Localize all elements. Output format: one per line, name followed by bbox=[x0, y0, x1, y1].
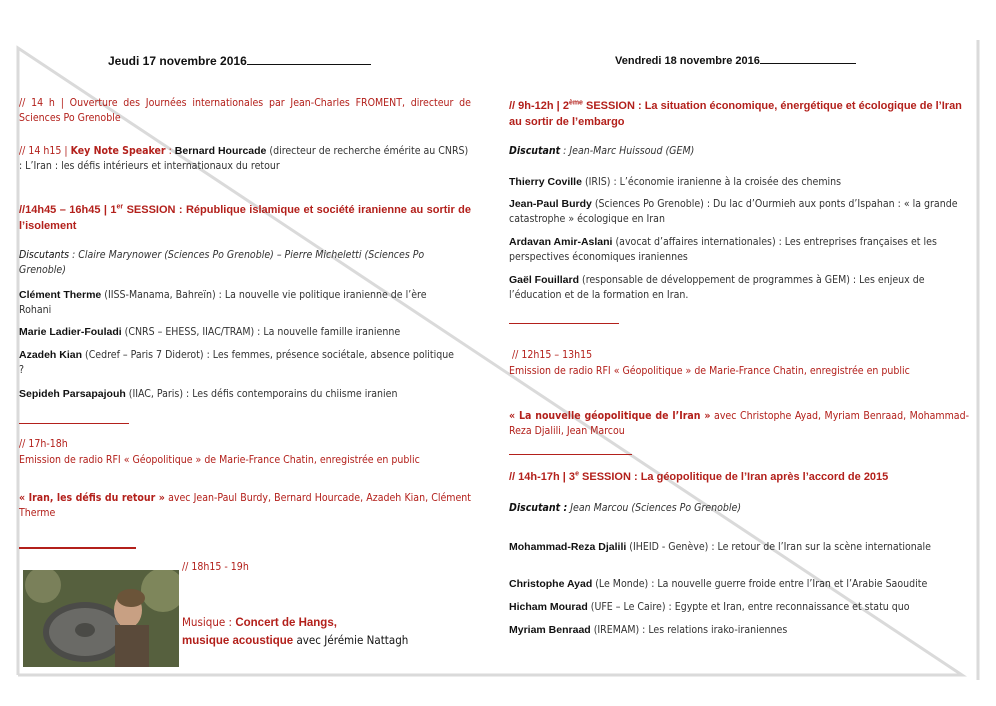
talk-text: (Cedref – Paris 7 Diderot) : Les femmes, présence sociétale, absence politique ? bbox=[19, 349, 454, 376]
session-1-talk bbox=[19, 288, 459, 318]
keynote-time: // 14 h15 | bbox=[19, 145, 71, 157]
musician-photo bbox=[23, 570, 179, 667]
session-2-talk bbox=[509, 197, 964, 227]
speaker-name: Thierry Coville bbox=[509, 176, 582, 188]
session-3-talk bbox=[509, 600, 964, 615]
talk-text: (IREMAM) : Les relations irako-iraniennes bbox=[590, 624, 788, 636]
speaker-name: Ardavan Amir-Aslani bbox=[509, 236, 613, 248]
keynote-speaker: Bernard Hourcade bbox=[174, 145, 267, 157]
radio-2-text: Emission de radio RFI « Géopolitique » de Marie-France Chatin, enregistrée en public bbox=[509, 365, 910, 377]
talk-text: (Le Monde) : La nouvelle guerre froide entre l’Iran et l’Arabie Saoudite bbox=[592, 578, 928, 590]
session-1-time: //14h45 – 16h45 | 1 bbox=[19, 204, 117, 216]
concert-block bbox=[182, 614, 472, 650]
speaker-name: Sepideh Parsapajouh bbox=[19, 388, 126, 400]
speaker-name: Jean-Paul Burdy bbox=[509, 198, 592, 210]
radio-1-program bbox=[19, 491, 471, 521]
concert-label: Musique : bbox=[182, 615, 236, 629]
radio-2-program bbox=[509, 409, 969, 439]
session-3-talk bbox=[509, 577, 964, 592]
talk-text: (IISS-Manama, Bahreïn) : La nouvelle vie politique iranienne de l’ère Rohani bbox=[19, 289, 427, 316]
session-2-time: // 9h-12h | 2 bbox=[509, 100, 569, 112]
left-date: Jeudi 17 novembre 2016 bbox=[108, 54, 247, 68]
session-2-talk bbox=[509, 175, 964, 190]
session-3-time: // 14h-17h | 3 bbox=[509, 471, 576, 483]
session-3-talk bbox=[509, 540, 964, 555]
session-3-disc-name: Jean Marcou (Sciences Po Grenoble) bbox=[567, 502, 742, 514]
concert-title-1: Concert de Hangs, bbox=[235, 617, 337, 629]
concert-time: // 18h15 - 19h bbox=[182, 561, 249, 573]
talk-text: (CNRS – EHESS, IIAC/TRAM) : La nouvelle famille iranienne bbox=[121, 326, 401, 338]
session-2-disc-name: : Jean-Marc Huissoud (GEM) bbox=[560, 145, 695, 157]
concert-title-2: musique acoustique bbox=[182, 635, 294, 647]
speaker-name: Azadeh Kian bbox=[19, 349, 83, 361]
session-3-talk bbox=[509, 623, 964, 638]
radio-1-guests: avec Jean-Paul Burdy, Bernard Hourcade, Azadeh Kian, Clément Therme bbox=[19, 492, 471, 519]
divider bbox=[19, 547, 136, 549]
keynote-label: Key Note Speaker bbox=[70, 145, 166, 157]
talk-text: (IRIS) : L’économie iranienne à la croisée des chemins bbox=[581, 176, 842, 188]
session-2-talk bbox=[509, 235, 964, 265]
radio-1-title: « Iran, les défis du retour » bbox=[19, 492, 165, 504]
session-1-discutants bbox=[19, 248, 471, 278]
talk-text: (IIAC, Paris) : Les défis contemporains du chiisme iranien bbox=[125, 388, 398, 400]
session-2-disc-label: Discutant bbox=[509, 145, 561, 157]
session-3-title: SESSION : La géopolitique de l’Iran après l’accord de 2015 bbox=[578, 471, 889, 483]
session-2-sup: ème bbox=[568, 99, 583, 107]
radio-2-guests: avec Christophe Ayad, Myriam Benraad, Mohammad-Reza Djalili, Jean Marcou bbox=[509, 410, 969, 437]
session-2-heading bbox=[509, 98, 971, 130]
right-date-header bbox=[615, 54, 856, 69]
radio-2-title: « La nouvelle géopolitique de l’Iran » bbox=[509, 410, 711, 422]
speaker-name: Clément Therme bbox=[19, 289, 102, 301]
speaker-name: Gaël Fouillard bbox=[509, 274, 580, 286]
keynote-block bbox=[19, 144, 469, 174]
session-1-talk bbox=[19, 325, 459, 340]
session-3-heading bbox=[509, 470, 971, 485]
speaker-name: Hicham Mourad bbox=[509, 601, 588, 613]
speaker-name: Myriam Benraad bbox=[509, 624, 591, 636]
session-2-discutant bbox=[509, 144, 694, 159]
divider bbox=[19, 423, 129, 424]
talk-text: (avocat d’affaires internationales) : Les entreprises françaises et les perspectives économiques iraniennes bbox=[509, 236, 937, 263]
opening-text: // 14 h | Ouverture des Journées internationales par Jean-Charles FROMENT, directeur de Sciences Po Grenoble bbox=[19, 97, 471, 124]
keynote-details: (directeur de recherche émérite au CNRS) : L’Iran : les défis intérieurs et internationaux du retour bbox=[19, 145, 469, 172]
session-1-heading bbox=[19, 202, 471, 234]
radio-2-time: // 12h15 – 13h15 bbox=[512, 349, 593, 361]
divider bbox=[509, 454, 632, 455]
session-3-discutant bbox=[509, 501, 741, 516]
speaker-name: Marie Ladier-Fouladi bbox=[19, 326, 122, 338]
talk-text: (IHEID - Genève) : Le retour de l’Iran sur la scène internationale bbox=[626, 541, 931, 553]
session-3-disc-label: Discutant : bbox=[509, 502, 568, 514]
talk-text: (Sciences Po Grenoble) : Du lac d’Ourmieh aux ponts d’Ispahan : « la grande catastrophe » écologique en Iran bbox=[509, 198, 958, 225]
left-date-header bbox=[108, 54, 371, 69]
talk-text: (UFE – Le Caire) : Egypte et Iran, entre reconnaissance et statu quo bbox=[587, 601, 910, 613]
session-1-talk bbox=[19, 387, 459, 402]
session-2-title: SESSION : La situation économique, énergétique et écologique de l’Iran au sortir de l’embargo bbox=[509, 100, 962, 128]
speaker-name: Christophe Ayad bbox=[509, 578, 593, 590]
radio-1-text: Emission de radio RFI « Géopolitique » de Marie-France Chatin, enregistrée en public bbox=[19, 454, 420, 466]
radio-1-time: // 17h-18h bbox=[19, 438, 68, 450]
session-1-disc-names: : Claire Marynower (Sciences Po Grenoble) – Pierre Micheletti (Sciences Po Grenoble) bbox=[19, 249, 425, 276]
speaker-name: Mohammad-Reza Djalili bbox=[509, 541, 627, 553]
session-1-sup: er bbox=[116, 203, 124, 211]
session-1-title: SESSION : République islamique et société iranienne au sortir de l’isolement bbox=[19, 204, 471, 232]
session-2-talk bbox=[509, 273, 964, 303]
session-1-disc-label: Discutants bbox=[19, 249, 70, 261]
session-3-sup: e bbox=[575, 470, 579, 478]
talk-text: (responsable de développement de programmes à GEM) : Les enjeux de l’éducation et de la formation en Iran. bbox=[509, 274, 925, 301]
keynote-sep: : bbox=[165, 145, 175, 157]
session-1-talk bbox=[19, 348, 459, 378]
divider bbox=[509, 323, 619, 324]
right-date: Vendredi 18 novembre 2016 bbox=[615, 55, 760, 67]
concert-with: avec Jérémie Nattagh bbox=[293, 633, 409, 647]
